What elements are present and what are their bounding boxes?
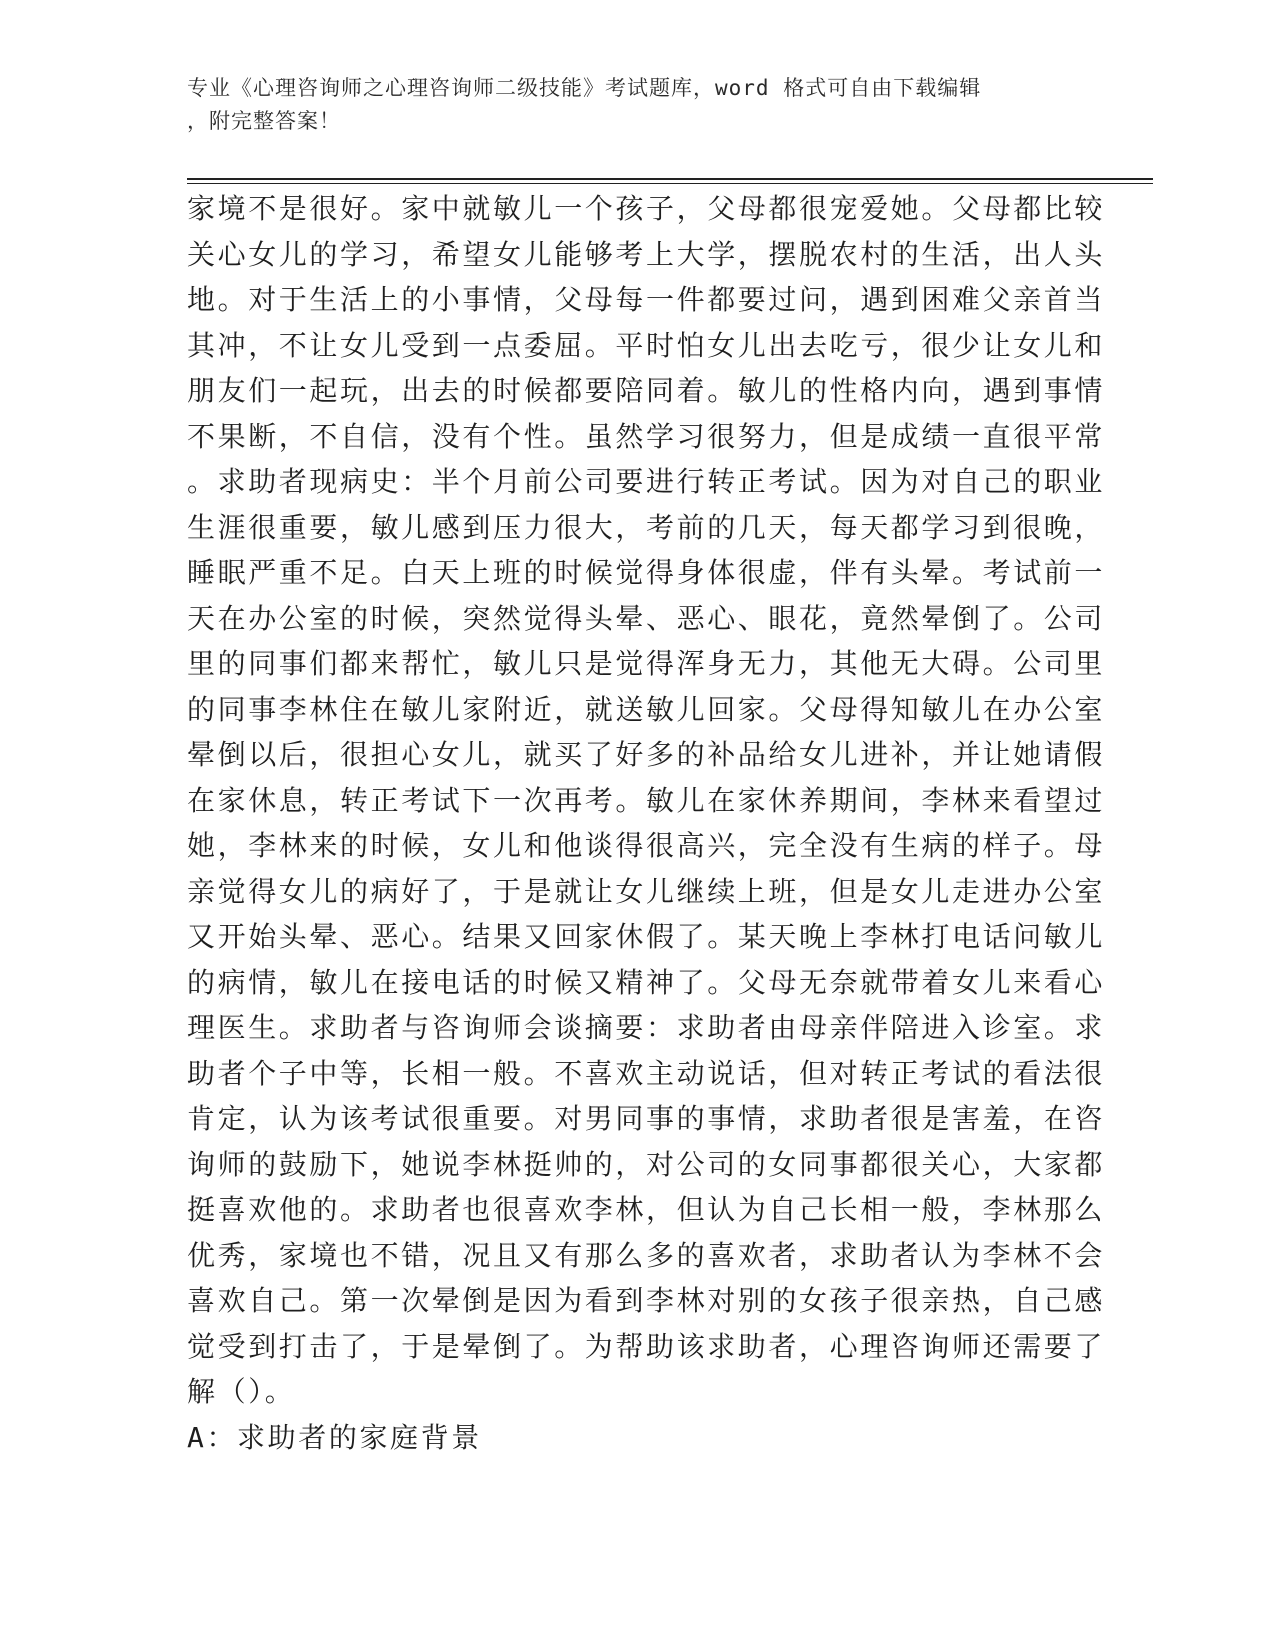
question-line: 亲觉得女儿的病好了，于是就让女儿继续上班，但是女儿走进办公室 — [187, 874, 1106, 908]
answer-option-a: A：求助者的家庭背景 — [187, 1420, 482, 1454]
question-line: 家境不是很好。家中就敏儿一个孩子，父母都很宠爱她。父母都比较 — [187, 192, 1106, 225]
question-line: 挺喜欢他的。求助者也很喜欢李林，但认为自己长相一般，李林那么 — [187, 1193, 1106, 1226]
question-line: 的病情，敏儿在接电话的时候又精神了。父母无奈就带着女儿来看心 — [187, 965, 1106, 999]
question-line: 睡眠严重不足。白天上班的时候觉得身体很虚，伴有头晕。考试前一 — [187, 556, 1106, 589]
question-line: 理医生。求助者与咨询师会谈摘要：求助者由母亲伴陪进入诊室。求 — [187, 1011, 1106, 1044]
question-line: 生涯很重要，敏儿感到压力很大，考前的几天，每天都学习到很晚， — [187, 510, 1106, 544]
question-line: 觉受到打击了，于是晕倒了。为帮助该求助者，心理咨询师还需要了 — [187, 1329, 1106, 1363]
question-line: 里的同事们都来帮忙，敏儿只是觉得浑身无力，其他无大碍。公司里 — [187, 647, 1106, 680]
question-line: 不果断，不自信，没有个性。虽然学习很努力，但是成绩一直很平常 — [187, 419, 1106, 453]
question-line: 肯定，认为该考试很重要。对男同事的事情，求助者很是害羞，在咨 — [187, 1102, 1106, 1135]
header-line: ，附完整答案！ — [187, 109, 341, 133]
question-line: 关心女儿的学习，希望女儿能够考上大学，摆脱农村的生活，出人头 — [187, 237, 1106, 271]
page-header — [187, 72, 1087, 138]
header-line: 专业《心理咨询师之心理咨询师二级技能》考试题库，word 格式可自由下载编辑 — [187, 76, 982, 100]
question-line: 又开始头晕、恶心。结果又回家休假了。某天晚上李林打电话问敏儿 — [187, 920, 1106, 953]
question-line: 解（）。 — [187, 1375, 296, 1408]
question-line: 其冲，不让女儿受到一点委屈。平时怕女儿出去吃亏，很少让女儿和 — [187, 328, 1106, 362]
question-line: 她，李林来的时候，女儿和他谈得很高兴，完全没有生病的样子。母 — [187, 829, 1106, 862]
question-line: 在家休息，转正考试下一次再考。敏儿在家休养期间，李林来看望过 — [187, 783, 1106, 817]
header-divider-thick — [187, 178, 1153, 180]
question-line: 询师的鼓励下，她说李林挺帅的，对公司的女同事都很关心，大家都 — [187, 1147, 1106, 1181]
question-line: 助者个子中等，长相一般。不喜欢主动说话，但对转正考试的看法很 — [187, 1056, 1106, 1090]
question-line: 天在办公室的时候，突然觉得头晕、恶心、眼花，竟然晕倒了。公司 — [187, 601, 1106, 635]
question-line: 。求助者现病史：半个月前公司要进行转正考试。因为对自己的职业 — [187, 465, 1106, 498]
question-line: 喜欢自己。第一次晕倒是因为看到李林对别的女孩子很亲热，自己感 — [187, 1284, 1106, 1317]
question-body — [187, 186, 1106, 1460]
question-line: 晕倒以后，很担心女儿，就买了好多的补品给女儿进补，并让她请假 — [187, 738, 1106, 771]
question-line: 优秀，家境也不错，况且又有那么多的喜欢者，求助者认为李林不会 — [187, 1238, 1106, 1272]
header-divider-thin — [187, 183, 1153, 184]
question-line: 地。对于生活上的小事情，父母每一件都要过问，遇到困难父亲首当 — [187, 283, 1106, 316]
question-line: 的同事李林住在敏儿家附近，就送敏儿回家。父母得知敏儿在办公室 — [187, 692, 1106, 726]
question-line: 朋友们一起玩，出去的时候都要陪同着。敏儿的性格内向，遇到事情 — [187, 374, 1106, 407]
